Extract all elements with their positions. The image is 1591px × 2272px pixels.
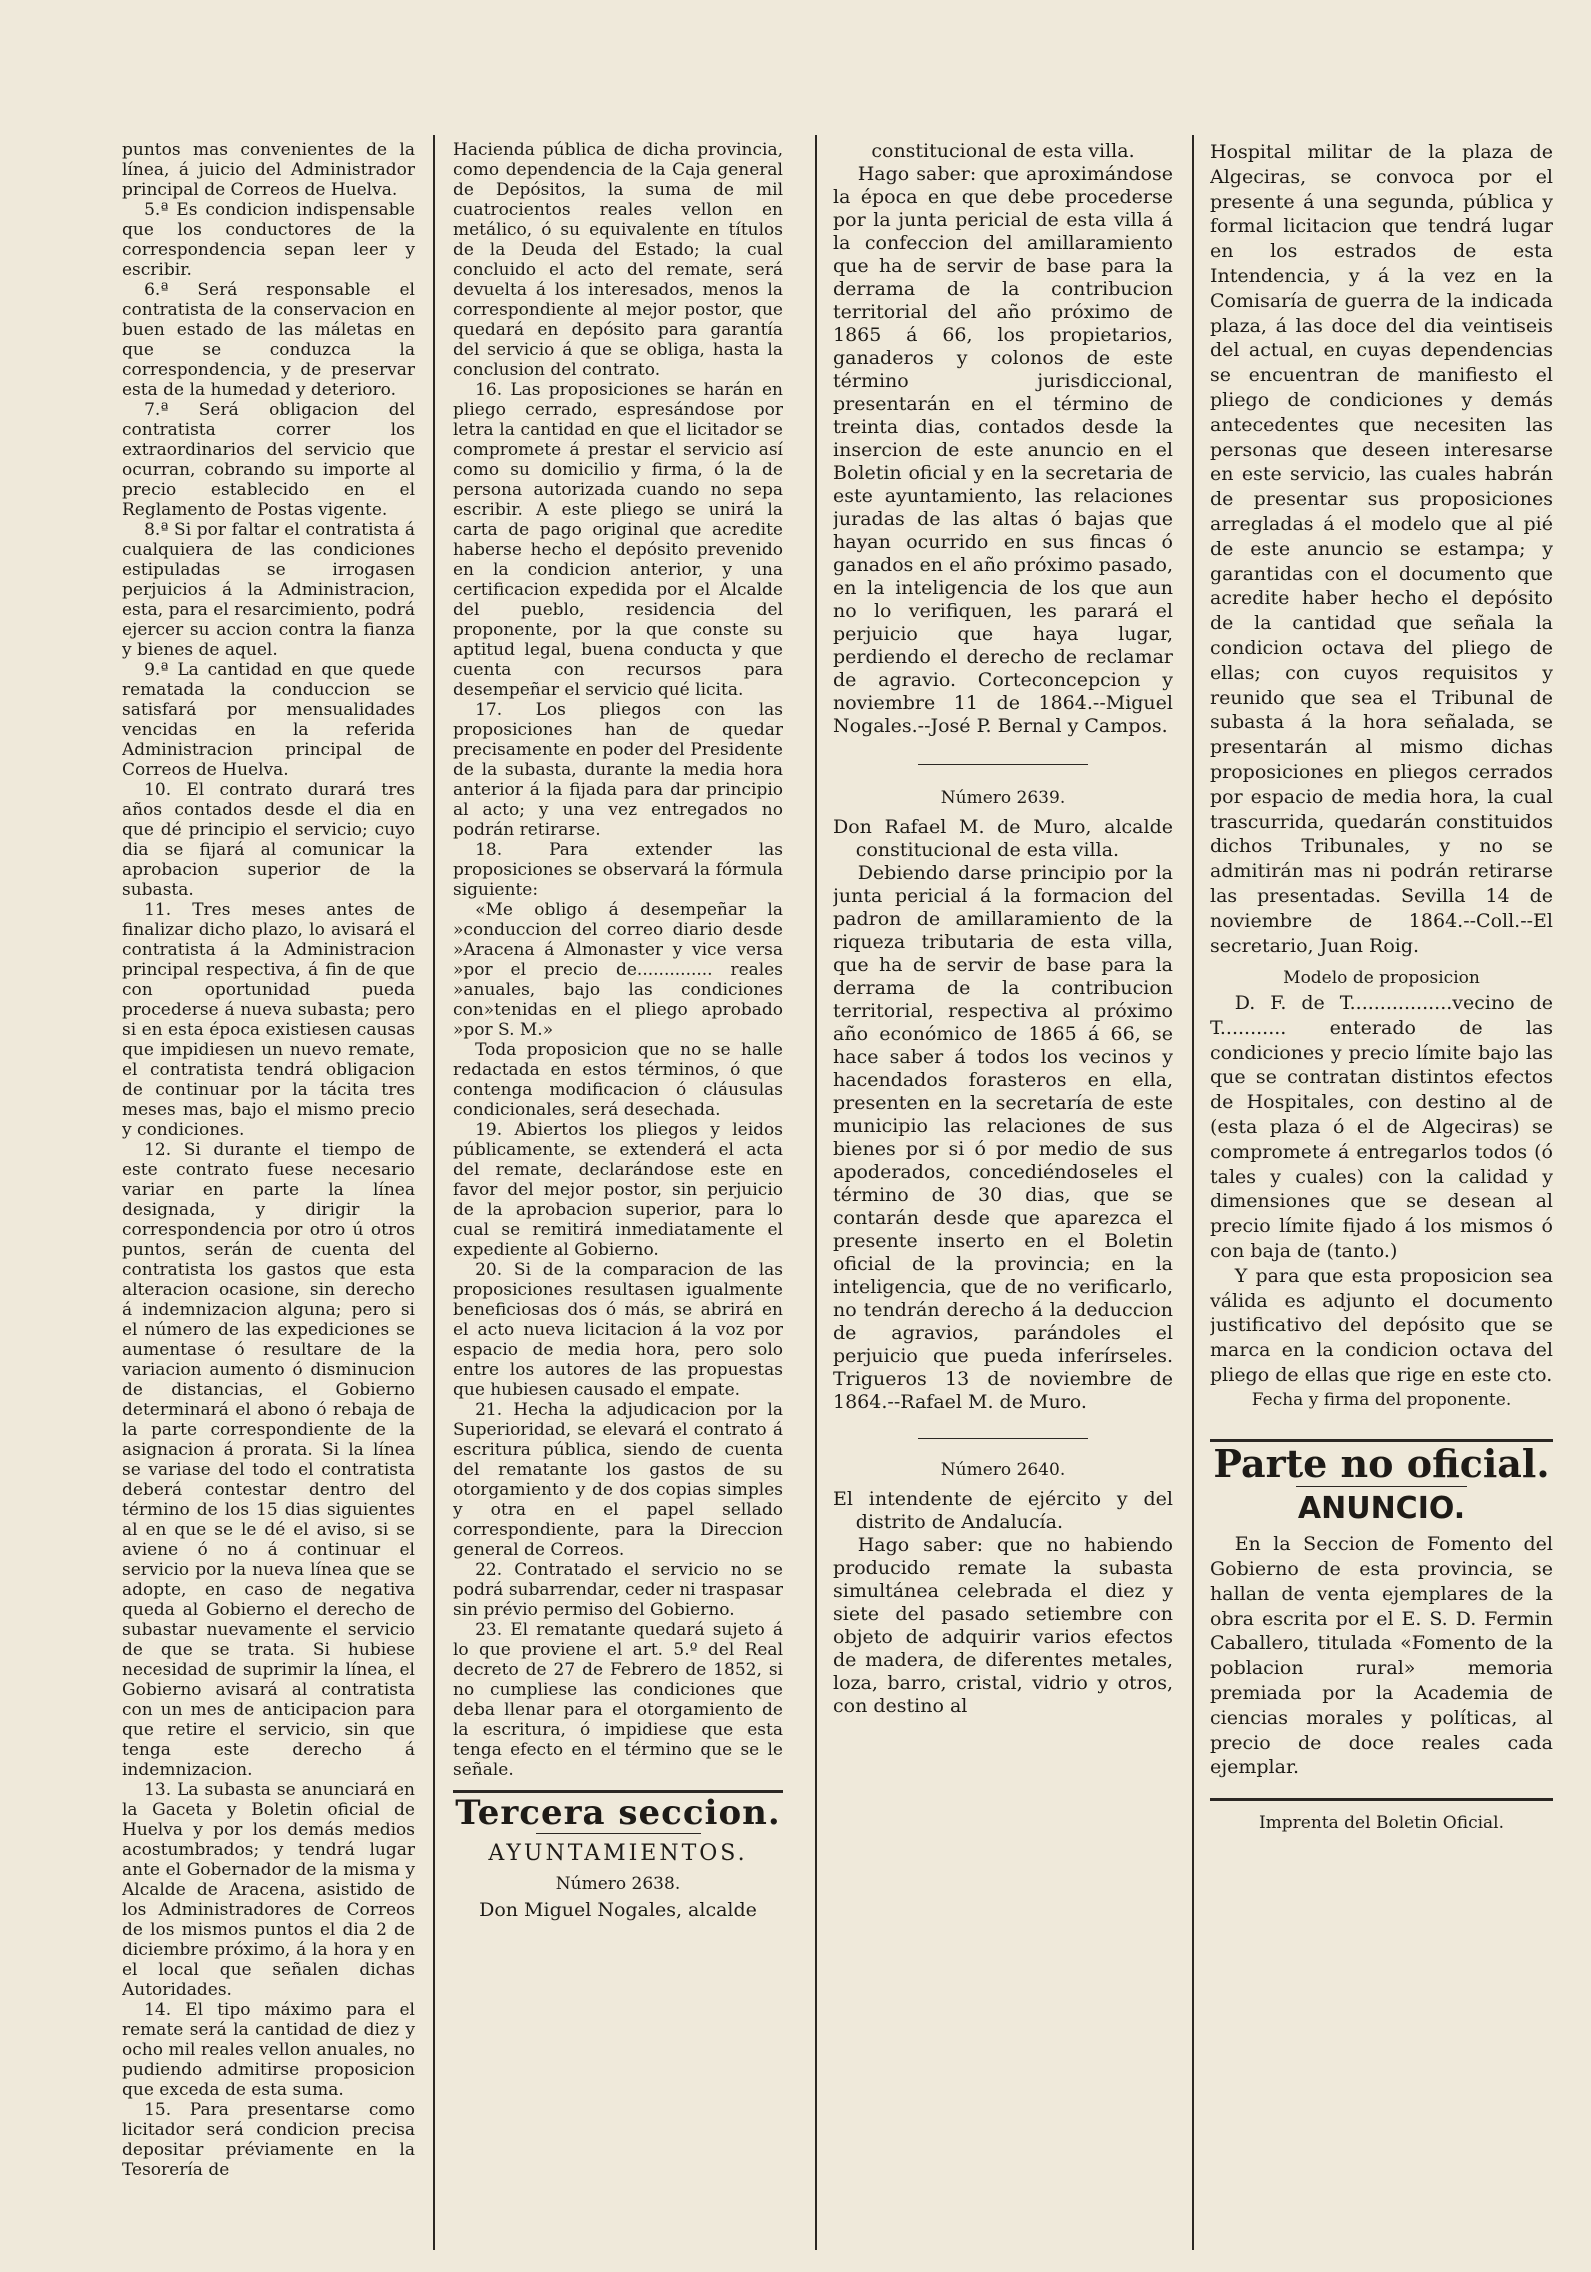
paragraph: 12. Si durante el tiempo de este contrato fuese necesario variar en parte la línea designada, y dirigir la correspondencia por otro ú otros puntos, serán de cuenta del contratista los gastos que esta alteracion ocasione, sin derecho á indemnizacion alguna; pero si el número de las expediciones se aumentase ó resultare de la variacion aumento ó disminucion de distancias, el Gobierno determinará el abono ó rebaja de la parte correspondiente de la asignacion á prorata. Si la línea se variase del todo el contratista deberá contestar dentro del término de los 15 dias siguientes al en que se le dé el aviso, si se aviene ó no á continuar el servicio por la nueva línea que se adopte, en caso de negativa queda al Gobierno el derecho de subastar nuevamente el servicio de que se trata. Si hubiese necesidad de suprimir la línea, el Gobierno avisará al contratista con un mes de anticipacion para que retire el servicio, sin que tenga este derecho á indemnizacion. — [122, 1140, 415, 1780]
section-heading: Tercera seccion. — [455, 1793, 781, 1833]
paragraph: Y para que esta proposicion sea válida es adjunto el documento justificativo del depósito que se marca en la condicion octava del pliego de ellas que rige en este cto. — [1210, 1264, 1553, 1387]
paragraph: 8.ª Si por faltar el contratista á cualquiera de las condiciones estipuladas se irrogasen perjuicios á la Administracion, esta, para el resarcimiento, podrá ejercer su accion contra la fianza y bienes de aquel. — [122, 520, 415, 660]
paragraph: 21. Hecha la adjudicacion por la Superioridad, se elevará el contrato á escritura pública, siendo de cuenta del rematante los gastos de su otorgamiento y de dos copias simples y otra en el papel sellado correspondiente, para la Direccion general de Correos. — [453, 1400, 783, 1560]
column-1 — [122, 140, 415, 2240]
paragraph: 14. El tipo máximo para el remate será la cantidad de diez y ocho mil reales vellon anuales, no pudiendo admitirse proposicion que exceda de esta suma. — [122, 2000, 415, 2100]
divider — [918, 1438, 1088, 1439]
notice-lead: Don Miguel Nogales, alcalde — [479, 1899, 757, 1921]
paragraph: Debiendo darse principio por la junta pericial á la formacion del padron de amillaramiento de la riqueza tributaria de esta villa, que ha de servir de base para la derrama de la contribucion territorial, respectiva al próximo año económico de 1865 á 66, se hace saber á todos los vecinos y hacendados forasteros en ella, presenten en la secretaría de este municipio las relaciones de sus bienes por si ó por medio de sus apoderados, concediéndoseles el término de 30 dias, que se contarán desde que aparezca el presente inserto en el Boletin oficial de la provincia; en la inteligencia, que de no verificarlo, no tendrán derecho á la deduccion de agravios, parándoles el perjuicio que pueda inferírseles. Trigueros 13 de noviembre de 1864.--Rafael M. de Muro. — [833, 862, 1173, 1413]
paragraph: 13. La subasta se anunciará en la Gaceta y Boletin oficial de Huelva y por los demás medios acostumbrados; y tendrá lugar ante el Gobernador de la misma y Alcalde de Aracena, asistido de los Administradores de Correos de los mismos puntos el dia 2 de diciembre próximo, á la hora y en el local que señalen dichas Autoridades. — [122, 1780, 415, 2000]
paragraph: Don Rafael M. de Muro, alcalde constitucional de esta villa. — [833, 816, 1173, 861]
paragraph: 23. El rematante quedará sujeto á lo que proviene el art. 5.º del Real decreto de 27 de Febrero de 1852, si no cumpliese las condiciones que deba llenar para el otorgamiento de la escritura, ó impidiese que esta tenga efecto en el término que se le señale. — [453, 1620, 783, 1780]
paragraph: En la Seccion de Fomento del Gobierno de esta provincia, se hallan de venta ejemplares de la obra escrita por el E. S. D. Fermin Caballero, titulada «Fomento de la poblacion rural» memoria premiada por la Academia de ciencias morales y políticas, al precio de doce reales cada ejemplar. — [1210, 1533, 1553, 1779]
paragraph: puntos mas convenientes de la línea, á juicio del Administrador principal de Correos de Huelva. — [122, 140, 415, 200]
signature-line: Fecha y firma del proponente. — [1251, 1389, 1512, 1410]
paragraph: Hospital militar de la plaza de Algeciras, se convoca por el presente á una segunda, pública y formal licitacion que tendrá lugar en los estrados de esta Intendencia, y á la vez en la Comisaría de guerra de la indicada plaza, á las doce del dia veintiseis del actual, en cuyas dependencias se encuentran de manifiesto el pliego de condiciones y demás antecedentes que necesiten las personas que deseen interesarse en este servicio, las cuales habrán de presentar sus proposiciones arregladas á el modelo que al pié de este anuncio se estampa; y garantidas con el documento que acredite haber hecho el depósito de la cantidad que señala la condicion octava del pliego de ellas; con cuyos requisitos y reunido que sea el Tribunal de subasta á la hora señalada, se presentarán al mismo dichas proposiciones en pliegos cerrados por espacio de media hora, la cual trascurrida, quedarán constituidos dichos Tribunales, y no se admitirán mas ni podrán retirarse las presentadas. Sevilla 14 de noviembre de 1864.--Coll.--El secretario, Juan Roig. — [1210, 141, 1553, 957]
announcement-heading: ANUNCIO. — [1297, 1491, 1466, 1527]
paragraph: Hacienda pública de dicha provincia, como dependencia de la Caja general de Depósitos, la suma de mil cuatrocientos reales vellon en metálico, ó su equivalente en títulos de la Deuda del Estado; la cual concluido el acto del remate, será devuelta á los interesados, menos la correspondiente al mejor postor, que quedará en depósito para garantía del servicio á que se obliga, hasta la conclusion del contrato. — [453, 140, 783, 380]
column-rule — [1192, 135, 1194, 2250]
column-2 — [453, 140, 783, 2240]
divider — [918, 764, 1088, 765]
model-title: Modelo de proposicion — [1283, 968, 1480, 989]
paragraph: 22. Contratado el servicio no se podrá subarrendar, ceder ni traspasar sin prévio permiso del Gobierno. — [453, 1560, 783, 1620]
paragraph: 6.ª Será responsable el contratista de la conservacion en buen estado de las máletas en que se conduzca la correspondencia, y de preservar esta de la humedad y deterioro. — [122, 280, 415, 400]
notice-number: Número 2638. — [555, 1874, 681, 1894]
column-4 — [1210, 140, 1553, 2240]
paragraph: 5.ª Es condicion indispensable que los conductores de la correspondencia sepan leer y escribir. — [122, 200, 415, 280]
notice-number: Número 2640. — [940, 1460, 1066, 1480]
paragraph: Hago saber: que no habiendo producido remate la subasta simultánea celebrada el diez y siete del pasado setiembre con objeto de adquirir varios efectos de madera, de diferentes metales, loza, barro, cristal, vidrio y otros, con destino al — [833, 1534, 1173, 1717]
section-heading: Parte no oficial. — [1213, 1440, 1550, 1486]
paragraph: constitucional de esta villa. — [871, 140, 1135, 162]
divider — [536, 1833, 701, 1834]
paragraph: 7.ª Será obligacion del contratista correr los extraordinarios del servicio que ocurran, cobrando su importe al precio establecido en el Reglamento de Postas vigente. — [122, 400, 415, 520]
paragraph: 9.ª La cantidad en que quede rematada la conduccion se satisfará por mensualidades vencidas en la referida Administracion principal de Correos de Huelva. — [122, 660, 415, 780]
paragraph: 11. Tres meses antes de finalizar dicho plazo, lo avisará el contratista á la Administracion principal respectiva, á fin de que con oportunidad pueda procederse á nueva subasta; pero si en esta época existiesen causas que impidiesen un nuevo remate, el contratista tendrá obligacion de continuar por la tácita tres meses mas, bajo el mismo precio y condiciones. — [122, 900, 415, 1140]
divider — [1296, 1486, 1468, 1487]
paragraph: El intendente de ejército y del distrito de Andalucía. — [833, 1488, 1173, 1533]
paragraph: Hago saber: que aproximándose la época en que debe procederse por la junta pericial de esta villa á la confeccion del amillaramiento que ha de servir de base para la derrama de la contribucion territorial del año próximo de 1865 á 66, los propietarios, ganaderos y colonos de este término jurisdiccional, presentarán en el término de treinta dias, contados desde la insercion de este anuncio en el Boletin oficial y en la secretaria de este ayuntamiento, las relaciones juradas de las altas ó bajas que hayan ocurrido en sus fincas ó ganados en el año próximo pasado, en la inteligencia de los que aun no lo verifiquen, les parará el perjuicio que haya lugar, perdiendo el derecho de reclamar de agravio. Corteconcepcion y noviembre 11 de 1864.--Miguel Nogales.--José P. Bernal y Campos. — [833, 163, 1173, 737]
column-rule — [433, 135, 435, 2250]
paragraph: 19. Abiertos los pliegos y leidos públicamente, se extenderá el acta del remate, declarándose este en favor del mejor postor, sin perjuicio de la aprobacion superior, para lo cual se remitirá inmediatamente el expediente al Gobierno. — [453, 1120, 783, 1260]
imprint: Imprenta del Boletin Oficial. — [1258, 1813, 1505, 1834]
paragraph: 17. Los pliegos con las proposiciones han de quedar precisamente en poder del Presidente de la subasta, durante la media hora anterior á la fijada para dar principio al acto; y una vez entregados no podrán retirarse. — [453, 700, 783, 840]
formula-quote: «Me obligo á desempeñar la »conduccion del correo diario desde »Aracena á Almonaster y vice versa »por el precio de.............. reales »anuales, bajo las condiciones con»tenidas en el pliego aprobado »por S. M.» — [453, 900, 783, 1040]
paragraph: 20. Si de la comparacion de las proposiciones resultasen igualmente beneficiosas dos ó más, se abrirá en el acto nueva licitacion á la voz por espacio de media hora, pero solo entre los autores de las propuestas que hubiesen causado el empate. — [453, 1260, 783, 1400]
paragraph: 18. Para extender las proposiciones se observará la fórmula siguiente: — [453, 840, 783, 900]
subsection-heading: AYUNTAMIENTOS. — [488, 1841, 748, 1866]
paragraph: 16. Las proposiciones se harán en pliego cerrado, espresándose por letra la cantidad en que el licitador se compromete á prestar el servicio así como su domicilio y firma, ó la de persona autorizada cuando no sepa escribir. A este pliego se unirá la carta de pago original que acredite haberse hecho el depósito prevenido en la condicion anterior, y una certificacion expedida por el Alcalde del pueblo, residencia del proponente, por la que conste su aptitud legal, buena conducta y que cuenta con recursos para desempeñar el servicio qué licita. — [453, 380, 783, 700]
paragraph: 10. El contrato durará tres años contados desde el dia en que dé principio el servicio; cuyo dia se fijará al comunicar la aprobacion superior de la subasta. — [122, 780, 415, 900]
footer-rule — [1210, 1798, 1553, 1801]
paragraph: D. F. de T.................vecino de T........... enterado de las condiciones y precio límite bajo las que se contratan distintos efectos de Hospitales, con destino al de (esta plaza ó el de Algeciras) se compromete á entregarlos todos (ó tales y cuales) con la calidad y dimensiones que se desean al precio límite fijado á los mismos ó con baja de (tanto.) — [1210, 992, 1553, 1263]
paragraph: Toda proposicion que no se halle redactada en estos términos, ó que contenga modificacion ó cláusulas condicionales, será desechada. — [453, 1040, 783, 1120]
notice-number: Número 2639. — [940, 788, 1066, 808]
paragraph: 15. Para presentarse como licitador será condicion precisa depositar préviamente en la Tesorería de — [122, 2100, 415, 2180]
column-3 — [833, 140, 1173, 2240]
column-rule — [815, 135, 817, 2250]
